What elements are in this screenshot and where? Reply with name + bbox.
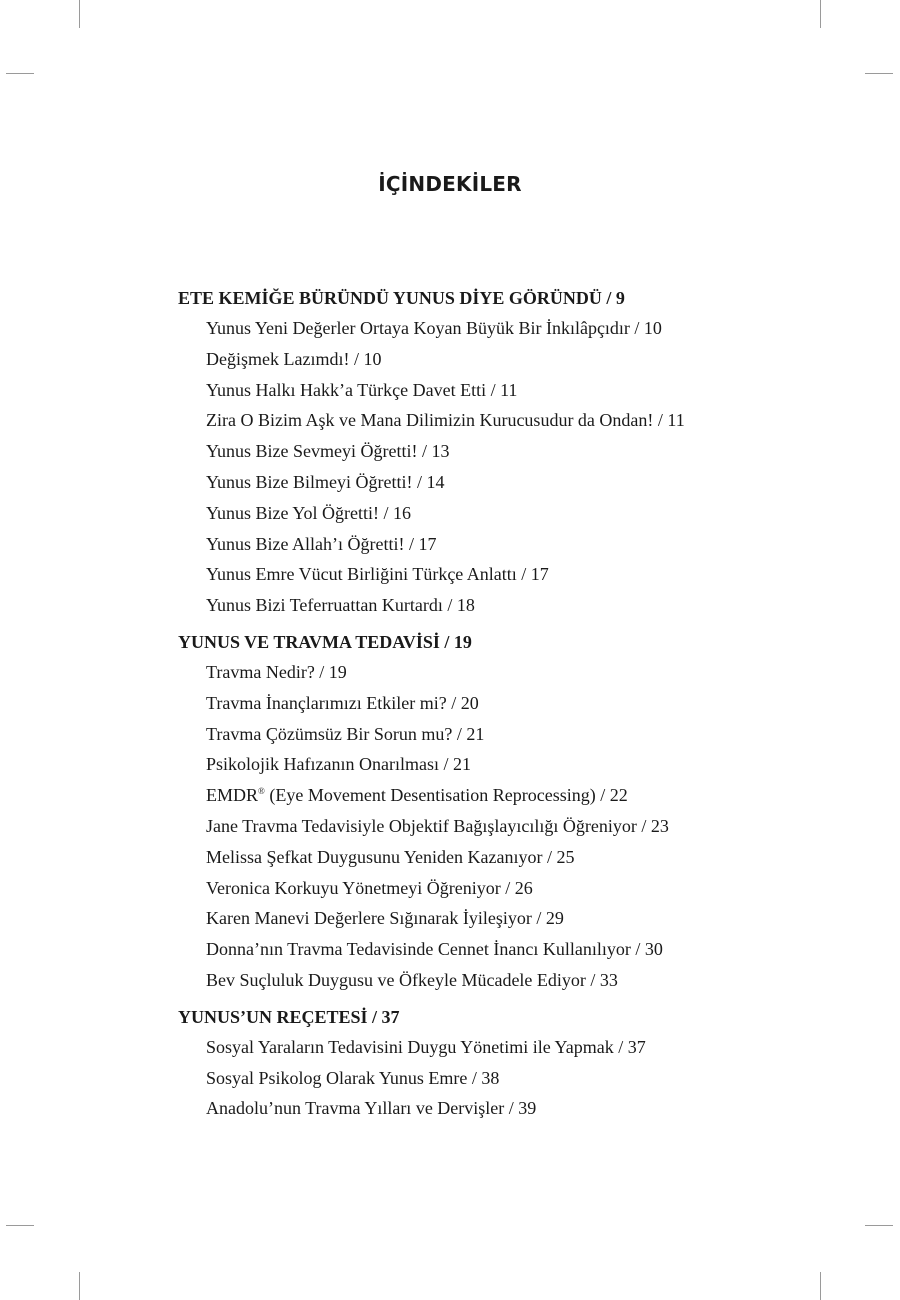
toc-section-3 xyxy=(178,1002,818,1124)
toc-entry: Değişmek Lazımdı! / 10 xyxy=(206,348,382,369)
crop-mark-bottom-left-horizontal xyxy=(6,1225,34,1226)
toc-entry: Melissa Şefkat Duygusunu Yeniden Kazanıyor / 25 xyxy=(206,846,575,867)
crop-mark-bottom-right-vertical xyxy=(820,1272,821,1300)
toc-entry: Yunus Bize Allah’ı Öğretti! / 17 xyxy=(206,533,437,554)
toc-entry: Anadolu’nun Travma Yılları ve Dervişler / 39 xyxy=(206,1098,537,1119)
toc-entry: Jane Travma Tedavisiyle Objektif Bağışlayıcılığı Öğreniyor / 23 xyxy=(206,815,669,836)
crop-mark-bottom-right-horizontal xyxy=(865,1225,893,1226)
page-title: İÇİNDEKİLER xyxy=(378,172,522,196)
toc-entry: Yunus Bize Bilmeyi Öğretti! / 14 xyxy=(206,471,445,492)
section-entries xyxy=(178,657,818,996)
toc-entry: Psikolojik Hafızanın Onarılması / 21 xyxy=(206,754,471,775)
toc-entry: Yunus Halkı Hakk’a Türkçe Davet Etti / 11 xyxy=(206,379,518,400)
toc-entry: Zira O Bizim Aşk ve Mana Dilimizin Kurucusudur da Ondan! / 11 xyxy=(206,410,685,431)
toc-entry: Donna’nın Travma Tedavisinde Cennet İnancı Kullanılıyor / 30 xyxy=(206,939,663,960)
toc-entry: Bev Suçluluk Duygusu ve Öfkeyle Mücadele Ediyor / 33 xyxy=(206,969,618,990)
section-heading: ETE KEMİĞE BÜRÜNDÜ YUNUS DİYE GÖRÜNDÜ / 9 xyxy=(178,288,625,308)
section-entries xyxy=(178,313,818,621)
crop-mark-top-right-horizontal xyxy=(865,73,893,74)
toc-entry: Sosyal Psikolog Olarak Yunus Emre / 38 xyxy=(206,1067,500,1088)
table-of-contents xyxy=(178,283,818,1124)
toc-entry: Karen Manevi Değerlere Sığınarak İyileşiyor / 29 xyxy=(206,908,564,929)
toc-section-1 xyxy=(178,283,818,621)
crop-mark-top-left-horizontal xyxy=(6,73,34,74)
crop-mark-bottom-left-vertical xyxy=(79,1272,80,1300)
toc-entry: Yunus Bizi Teferruattan Kurtardı / 18 xyxy=(206,595,475,616)
toc-entry: Travma İnançlarımızı Etkiler mi? / 20 xyxy=(206,692,479,713)
section-heading: YUNUS’UN REÇETESİ / 37 xyxy=(178,1006,400,1027)
toc-section-2 xyxy=(178,627,818,996)
toc-entry: Travma Nedir? / 19 xyxy=(206,661,347,682)
section-heading: YUNUS VE TRAVMA TEDAVİSİ / 19 xyxy=(178,631,472,652)
toc-entry: Yunus Emre Vücut Birliğini Türkçe Anlattı / 17 xyxy=(206,564,549,585)
toc-entry: EMDR® (Eye Movement Desentisation Reprocessing) / 22 xyxy=(206,785,628,806)
toc-entry: Sosyal Yaraların Tedavisini Duygu Yönetimi ile Yapmak / 37 xyxy=(206,1036,646,1057)
toc-entry: Travma Çözümsüz Bir Sorun mu? / 21 xyxy=(206,723,485,744)
section-entries xyxy=(178,1032,818,1124)
crop-mark-top-left-vertical xyxy=(79,0,80,28)
toc-entry: Yunus Bize Sevmeyi Öğretti! / 13 xyxy=(206,441,450,462)
toc-entry: Yunus Yeni Değerler Ortaya Koyan Büyük Bir İnkılâpçıdır / 10 xyxy=(206,318,662,338)
toc-entry: Yunus Bize Yol Öğretti! / 16 xyxy=(206,502,412,523)
toc-entry: Veronica Korkuyu Yönetmeyi Öğreniyor / 26 xyxy=(206,877,533,898)
crop-mark-top-right-vertical xyxy=(820,0,821,28)
